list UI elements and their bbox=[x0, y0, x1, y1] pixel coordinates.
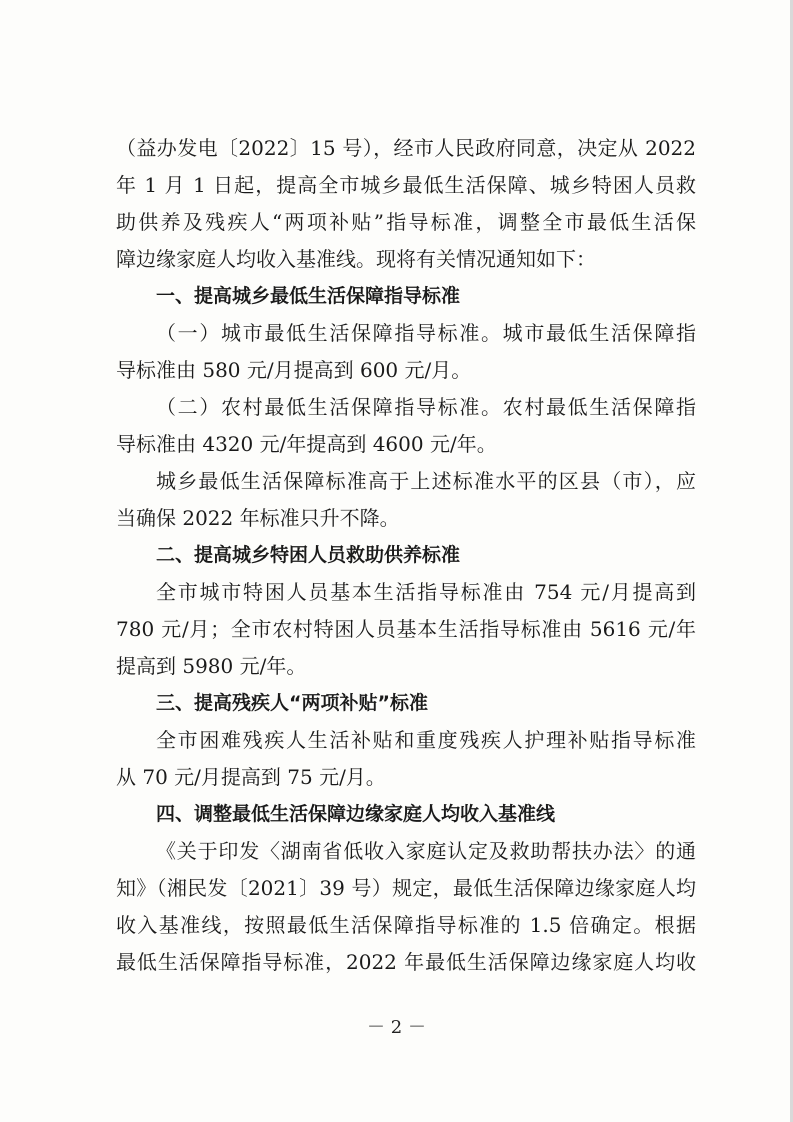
document-body bbox=[116, 130, 696, 981]
paragraph-line: 当确保 2022 年标准只升不降。 bbox=[116, 506, 400, 530]
section-heading: 一、提高城乡最低生活保障指导标准 bbox=[156, 285, 461, 307]
paragraph-line: 从 70 元/月提高到 75 元/月。 bbox=[116, 765, 386, 789]
paragraph-line: 最低生活保障指导标准，2022 年最低生活保障边缘家庭人均收 bbox=[116, 950, 696, 974]
page-number: － 2 － bbox=[367, 1017, 426, 1038]
paragraph-line: 导标准由 580 元/月提高到 600 元/月。 bbox=[116, 358, 472, 382]
paragraph-line: 全市困难残疾人生活补贴和重度残疾人护理补贴指导标准 bbox=[156, 728, 696, 752]
paragraph-line: 年 1 月 1 日起，提高全市城乡最低生活保障、城乡特困人员救 bbox=[116, 173, 696, 197]
paragraph-line: 提高到 5980 元/年。 bbox=[116, 654, 307, 678]
paragraph-line: 《关于印发〈湖南省低收入家庭认定及救助帮扶办法〉的通 bbox=[156, 839, 696, 863]
paragraph-line: 知》（湘民发〔2021〕39 号）规定，最低生活保障边缘家庭人均 bbox=[116, 876, 696, 900]
paragraph-line: （二）农村最低生活保障指导标准。农村最低生活保障指 bbox=[156, 395, 696, 419]
paragraph-line: （益办发电〔2022〕15 号），经市人民政府同意，决定从 2022 bbox=[116, 136, 696, 160]
section-heading: 二、提高城乡特困人员救助供养标准 bbox=[156, 544, 461, 566]
paragraph-line: 780 元/月；全市农村特困人员基本生活指导标准由 5616 元/年 bbox=[116, 617, 696, 641]
paragraph-line: 导标准由 4320 元/年提高到 4600 元/年。 bbox=[116, 432, 497, 456]
paragraph-line: 障边缘家庭人均收入基准线。现将有关情况通知如下： bbox=[116, 247, 596, 271]
paragraph-line: 城乡最低生活保障标准高于上述标准水平的区县（市），应 bbox=[156, 469, 696, 493]
section-heading: 三、提高残疾人“两项补贴”标准 bbox=[156, 692, 428, 714]
section-heading: 四、调整最低生活保障边缘家庭人均收入基准线 bbox=[156, 803, 556, 825]
paragraph-line: 全市城市特困人员基本生活指导标准由 754 元/月提高到 bbox=[156, 580, 696, 604]
paragraph-line: 助供养及残疾人“两项补贴”指导标准，调整全市最低生活保 bbox=[116, 210, 696, 234]
paragraph-line: （一）城市最低生活保障指导标准。城市最低生活保障指 bbox=[156, 321, 696, 345]
paragraph-line: 收入基准线，按照最低生活保障指导标准的 1.5 倍确定。根据 bbox=[116, 913, 696, 937]
